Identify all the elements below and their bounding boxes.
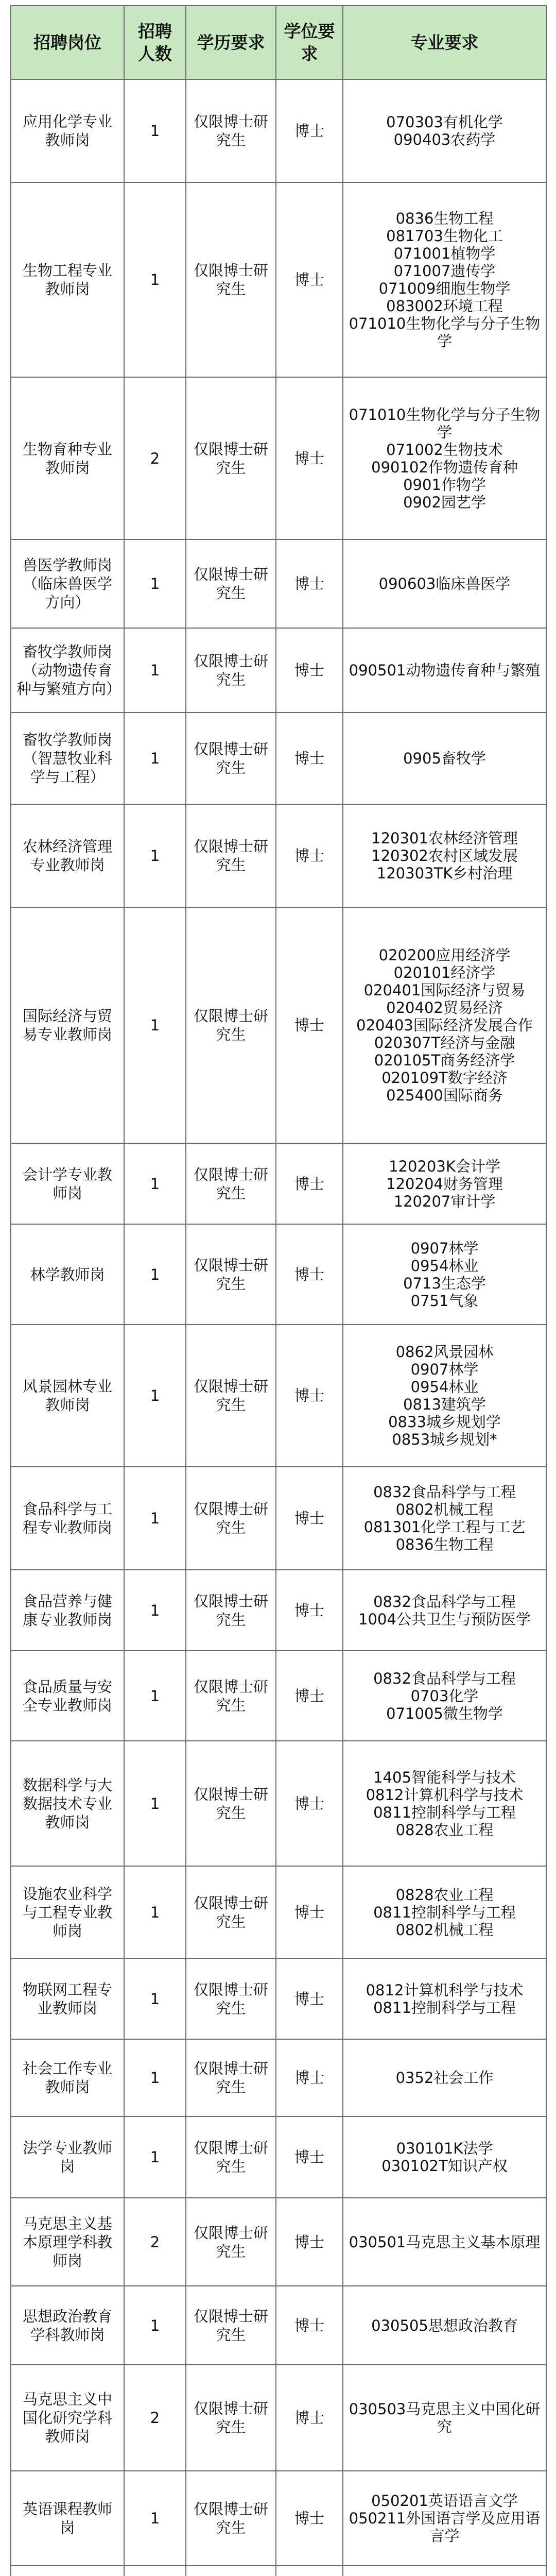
majors-cell <box>343 2286 546 2365</box>
major-item: 071010生物化学与分子生物学 <box>349 405 541 441</box>
count-cell: 2 <box>124 2198 186 2286</box>
degree-cell: 博士 <box>276 804 343 907</box>
education-cell: 仅限博士研究生 <box>186 1467 276 1570</box>
count-cell: 1 <box>124 1467 186 1570</box>
position-cell: 设施农业科学与工程专业教师岗 <box>11 1866 124 1958</box>
degree-cell: 博士 <box>276 182 343 377</box>
table-row <box>11 713 546 804</box>
major-item: 0802机械工程 <box>395 1921 494 1939</box>
majors-cell <box>343 539 546 628</box>
degree-cell: 博士 <box>276 1570 343 1651</box>
count-cell: 1 <box>124 182 186 377</box>
majors-cell <box>343 713 546 804</box>
majors-cell <box>343 2566 546 2576</box>
count-cell: 1 <box>124 2286 186 2365</box>
position-cell: 生物育种专业教师岗 <box>11 377 124 539</box>
education-cell: 仅限博士研究生 <box>186 1741 276 1866</box>
major-item: 0811控制科学与工程 <box>373 1803 516 1821</box>
majors-cell <box>343 1325 546 1467</box>
position-cell: 农林经济管理专业教师岗 <box>11 804 124 907</box>
table-row <box>11 2286 546 2365</box>
major-item: 0954林业 <box>410 1257 479 1275</box>
table-row <box>11 539 546 628</box>
position-cell: 食品质量与安全专业教师岗 <box>11 1651 124 1741</box>
count-cell: 1 <box>124 1958 186 2039</box>
major-item: 0811控制科学与工程 <box>373 1998 516 2016</box>
count-cell: 1 <box>124 79 186 182</box>
position-cell: 马克思主义中国化研究学科教师岗 <box>11 2365 124 2471</box>
education-cell: 仅限博士研究生 <box>186 2471 276 2566</box>
count-cell <box>124 2566 186 2576</box>
major-item: 0811控制科学与工程 <box>373 1903 516 1921</box>
table-row <box>11 182 546 377</box>
degree-cell: 博士 <box>276 1958 343 2039</box>
table-row <box>11 1224 546 1325</box>
position-cell: 马克思主义基本原理学科教师岗 <box>11 2198 124 2286</box>
degree-cell: 博士 <box>276 79 343 182</box>
major-item: 0833城乡规划学 <box>388 1413 501 1431</box>
major-item: 090501动物遗传育种与繁殖 <box>349 662 541 679</box>
education-cell: 仅限博士研究生 <box>186 182 276 377</box>
position-cell: 应用化学专业教师岗 <box>11 79 124 182</box>
table-row <box>11 2365 546 2471</box>
table-row <box>11 2198 546 2286</box>
position-cell: 畜牧学教师岗（智慧牧业科学与工程） <box>11 713 124 804</box>
degree-cell: 博士 <box>276 1467 343 1570</box>
count-cell: 1 <box>124 1741 186 1866</box>
count-cell: 1 <box>124 713 186 804</box>
degree-cell: 博士 <box>276 2365 343 2471</box>
degree-cell: 博士 <box>276 1651 343 1741</box>
major-item: 0812计算机科学与技术 <box>366 1786 524 1804</box>
major-item: 081301化学工程与工艺 <box>363 1518 526 1536</box>
table-row <box>11 804 546 907</box>
major-item: 0836生物工程 <box>395 1536 494 1553</box>
count-cell: 2 <box>124 2365 186 2471</box>
education-cell: 仅限博士研究生 <box>186 2286 276 2365</box>
degree-cell: 博士 <box>276 1741 343 1866</box>
major-item: 120203K会计学 <box>389 1157 500 1175</box>
majors-cell <box>343 1143 546 1224</box>
majors-cell <box>343 182 546 377</box>
major-item: 0751气象 <box>410 1292 479 1310</box>
position-cell: 畜牧学教师岗（动物遗传育种与繁殖方向） <box>11 628 124 713</box>
major-item: 0352社会工作 <box>395 2069 494 2087</box>
major-item: 0853城乡规划* <box>392 1431 497 1448</box>
major-item: 1004公共卫生与预防医学 <box>358 1610 531 1628</box>
major-item: 1405智能科学与技术 <box>373 1768 516 1786</box>
major-item: 030505思想政治教育 <box>371 2316 518 2334</box>
table-row <box>11 1958 546 2039</box>
table-row <box>11 2471 546 2566</box>
position-cell: 食品营养与健康专业教师岗 <box>11 1570 124 1651</box>
table-row <box>11 628 546 713</box>
major-item: 0703化学 <box>410 1687 479 1705</box>
major-item: 030101K法学 <box>396 2140 493 2157</box>
major-item: 0902园艺学 <box>403 493 486 511</box>
major-item: 0832食品科学与工程 <box>373 1669 516 1687</box>
major-item: 120204财务管理 <box>386 1175 503 1193</box>
major-item: 030501马克思主义基本原理 <box>349 2233 541 2251</box>
degree-cell: 博士 <box>276 2116 343 2198</box>
count-cell: 1 <box>124 1325 186 1467</box>
major-item: 071002生物技术 <box>386 440 503 459</box>
education-cell: 仅限博士研究生 <box>186 1958 276 2039</box>
education-cell: 仅限博士研究生 <box>186 1224 276 1325</box>
major-item: 090403农药学 <box>393 131 496 148</box>
education-cell: 仅限博士研究生 <box>186 2039 276 2116</box>
major-item: 0802机械工程 <box>395 1501 494 1518</box>
education-cell: 仅限博士研究生 <box>186 2116 276 2198</box>
education-cell: 仅限博士研究生 <box>186 907 276 1143</box>
major-item: 071005微生物学 <box>386 1704 503 1722</box>
degree-cell: 博士 <box>276 539 343 628</box>
major-item: 020307T经济与金融 <box>374 1034 515 1052</box>
majors-cell <box>343 2116 546 2198</box>
degree-cell: 博士 <box>276 907 343 1143</box>
position-cell: 会计学专业教师岗 <box>11 1143 124 1224</box>
position-cell: 英语课程教师岗 <box>11 2471 124 2566</box>
count-cell: 1 <box>124 1866 186 1958</box>
major-item: 120302农村区域发展 <box>371 847 518 865</box>
header-position: 招聘岗位 <box>11 6 124 79</box>
count-cell: 1 <box>124 2116 186 2198</box>
count-cell: 1 <box>124 2039 186 2116</box>
header-majors: 专业要求 <box>343 6 546 79</box>
major-item: 0813建筑学 <box>403 1396 486 1413</box>
table-row <box>11 2566 546 2576</box>
education-cell: 仅限博士研究生 <box>186 539 276 628</box>
major-item: 020105T商务经济学 <box>374 1052 515 1069</box>
education-cell: 仅限博士研究生 <box>186 2198 276 2286</box>
degree-cell: 博士 <box>276 713 343 804</box>
major-item: 020402贸易经济 <box>386 999 503 1016</box>
position-cell: 风景园林专业教师岗 <box>11 1325 124 1467</box>
major-item: 0862风景园林 <box>395 1343 494 1361</box>
degree-cell: 博士 <box>276 1325 343 1467</box>
table-row <box>11 1741 546 1866</box>
major-item: 071009细胞生物学 <box>378 280 511 297</box>
position-cell: 思想政治教育学科教师岗 <box>11 2286 124 2365</box>
count-cell: 1 <box>124 1143 186 1224</box>
position-cell: 法学专业教师岗 <box>11 2116 124 2198</box>
education-cell: 仅限博士研究生 <box>186 1570 276 1651</box>
major-item: 071010生物化学与分子生物学 <box>349 315 541 350</box>
major-item: 050211外国语言学及应用语言学 <box>349 2510 541 2545</box>
majors-cell <box>343 1651 546 1741</box>
major-item: 020101经济学 <box>393 964 496 981</box>
major-item: 0907林学 <box>410 1239 479 1257</box>
degree-cell: 博士 <box>276 628 343 713</box>
table-row <box>11 2116 546 2198</box>
table-row <box>11 1651 546 1741</box>
count-cell: 1 <box>124 539 186 628</box>
education-cell: 仅限博士研究生 <box>186 1325 276 1467</box>
table-row <box>11 2039 546 2116</box>
header-count: 招聘人数 <box>124 6 186 79</box>
education-cell: 仅限博士研究生 <box>186 628 276 713</box>
position-cell: 生物工程专业教师岗 <box>11 182 124 377</box>
degree-cell: 博士 <box>276 1224 343 1325</box>
majors-cell <box>343 1741 546 1866</box>
header-degree: 学位要求 <box>276 6 343 79</box>
table-header-row <box>11 6 546 79</box>
major-item: 050201英语语言文学 <box>371 2492 518 2510</box>
count-cell: 1 <box>124 2471 186 2566</box>
degree-cell: 博士 <box>276 2198 343 2286</box>
count-cell: 1 <box>124 1651 186 1741</box>
major-item: 025400国际商务 <box>386 1087 503 1104</box>
major-item: 030102T知识产权 <box>381 2157 508 2175</box>
position-cell <box>11 2566 124 2576</box>
table-row <box>11 1866 546 1958</box>
position-cell: 社会工作专业教师岗 <box>11 2039 124 2116</box>
major-item: 0713生态学 <box>403 1274 486 1292</box>
major-item: 090603临床兽医学 <box>378 575 511 592</box>
degree-cell: 博士 <box>276 2471 343 2566</box>
major-item: 083002环境工程 <box>386 297 503 315</box>
table-body <box>11 79 546 2576</box>
major-item: 071001植物学 <box>393 245 496 262</box>
recruitment-table <box>10 5 547 2576</box>
major-item: 020200应用经济学 <box>378 946 511 964</box>
degree-cell <box>276 2566 343 2576</box>
majors-cell <box>343 1467 546 1570</box>
major-item: 0832食品科学与工程 <box>373 1592 516 1611</box>
major-item: 0954林业 <box>410 1378 479 1396</box>
position-cell: 林学教师岗 <box>11 1224 124 1325</box>
majors-cell <box>343 2365 546 2471</box>
education-cell: 仅限博士研究生 <box>186 804 276 907</box>
table-row <box>11 79 546 182</box>
education-cell: 仅限博士研究生 <box>186 1651 276 1741</box>
major-item: 0828农业工程 <box>395 1886 494 1904</box>
education-cell: 仅限博士研究生 <box>186 377 276 539</box>
table-row <box>11 907 546 1143</box>
major-item: 0828农业工程 <box>395 1821 494 1839</box>
majors-cell <box>343 1570 546 1651</box>
degree-cell: 博士 <box>276 377 343 539</box>
majors-cell <box>343 628 546 713</box>
majors-cell <box>343 1958 546 2039</box>
degree-cell: 博士 <box>276 2039 343 2116</box>
degree-cell: 博士 <box>276 1866 343 1958</box>
table-row <box>11 1570 546 1651</box>
major-item: 0812计算机科学与技术 <box>366 1981 524 1999</box>
majors-cell <box>343 2471 546 2566</box>
majors-cell <box>343 1224 546 1325</box>
major-item: 120301农林经济管理 <box>371 829 518 847</box>
position-cell: 兽医学教师岗（临床兽医学方向） <box>11 539 124 628</box>
majors-cell <box>343 377 546 539</box>
table-row <box>11 1325 546 1467</box>
major-item: 0832食品科学与工程 <box>373 1483 516 1501</box>
position-cell: 食品科学与工程专业教师岗 <box>11 1467 124 1570</box>
education-cell: 仅限博士研究生 <box>186 2365 276 2471</box>
majors-cell <box>343 79 546 182</box>
major-item: 020403国际经济发展合作 <box>356 1016 533 1034</box>
degree-cell: 博士 <box>276 1143 343 1224</box>
header-education: 学历要求 <box>186 6 276 79</box>
major-item: 071007遗传学 <box>393 262 496 280</box>
major-item: 0905畜牧学 <box>403 750 486 767</box>
count-cell: 1 <box>124 1570 186 1651</box>
education-cell: 仅限博士研究生 <box>186 713 276 804</box>
degree-cell: 博士 <box>276 2286 343 2365</box>
major-item: 120303TK乡村治理 <box>376 865 513 882</box>
majors-cell <box>343 2198 546 2286</box>
major-item: 0907林学 <box>410 1361 479 1378</box>
majors-cell <box>343 804 546 907</box>
table-row <box>11 377 546 539</box>
table-row <box>11 1143 546 1224</box>
major-item: 030503马克思主义中国化研究 <box>349 2400 541 2435</box>
position-cell: 国际经济与贸易专业教师岗 <box>11 907 124 1143</box>
major-item: 090102作物遗传育种 <box>371 458 518 476</box>
count-cell: 1 <box>124 804 186 907</box>
education-cell: 仅限博士研究生 <box>186 79 276 182</box>
count-cell: 1 <box>124 1224 186 1325</box>
major-item: 081703生物化工 <box>386 227 503 245</box>
major-item: 020401国际经济与贸易 <box>363 981 526 999</box>
count-cell: 1 <box>124 628 186 713</box>
major-item: 070303有机化学 <box>386 113 503 131</box>
position-cell: 数据科学与大数据技术专业教师岗 <box>11 1741 124 1866</box>
count-cell: 1 <box>124 907 186 1143</box>
education-cell: 仅限博士研究生 <box>186 1866 276 1958</box>
majors-cell <box>343 1866 546 1958</box>
major-item: 020109T数字经济 <box>381 1069 508 1087</box>
education-cell: 仅限博士研究生 <box>186 1143 276 1224</box>
position-cell: 物联网工程专业教师岗 <box>11 1958 124 2039</box>
major-item: 120207审计学 <box>393 1192 496 1210</box>
majors-cell <box>343 907 546 1143</box>
major-item: 0836生物工程 <box>395 210 494 227</box>
majors-cell <box>343 2039 546 2116</box>
major-item: 0901作物学 <box>403 476 486 494</box>
education-cell <box>186 2566 276 2576</box>
count-cell: 2 <box>124 377 186 539</box>
table-row <box>11 1467 546 1570</box>
